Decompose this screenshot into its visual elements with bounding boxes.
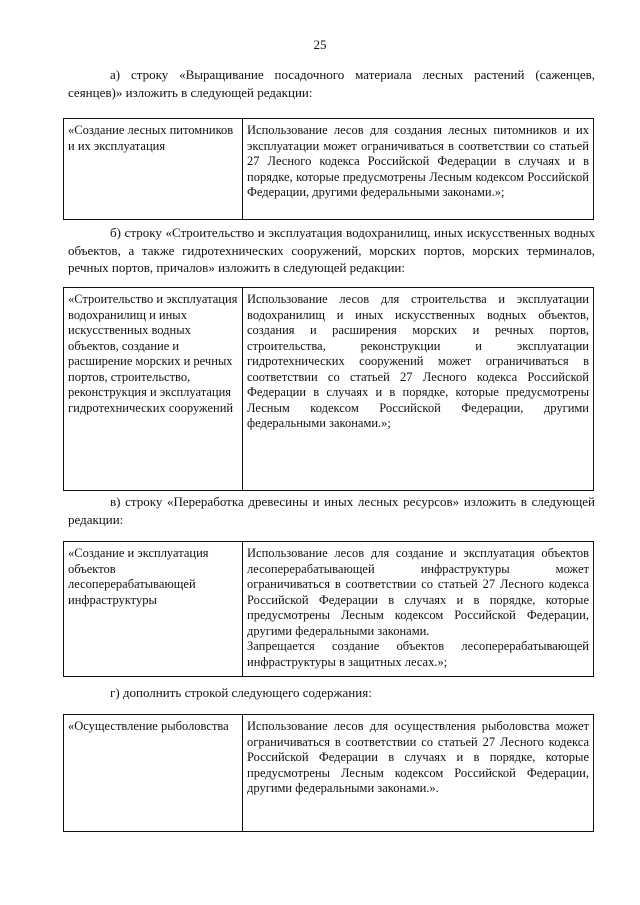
activity-name: «Создание лесных питомников и их эксплуатация <box>64 119 243 220</box>
description-paragraph: Запрещается создание объектов лесоперерабатывающей инфраструктуры в защитных лесах.»; <box>247 639 589 669</box>
description-paragraph: Использование лесов для создания лесных питомников и их эксплуатации может ограничиваться в соответствии со статьей 27 Лесного кодекса Российской Федерации в случаях и в порядке, которые предусмотрены Лесным кодексом Российской Федерации, другими федеральными законами.»; <box>247 123 589 199</box>
activity-name: «Осуществление рыболовства <box>64 715 243 832</box>
description-paragraph: Использование лесов для создание и эксплуатация объектов лесоперерабатывающей инфраструктуры может ограничиваться в соответствии со статьей 27 Лесного кодекса Российской Федерации в случаях и в порядке, которые предусмотрены Лесным кодексом Российской Федерации, другими федеральными законами. <box>247 546 589 638</box>
activity-name: «Строительство и эксплуатация водохранилищ и иных искусственных водных объектов, создание и расширение морских и речных портов, строительство, реконструкция и эксплуатация гидротехнических сооружений <box>64 288 243 491</box>
section-c-table <box>63 541 594 677</box>
table-row <box>64 119 594 220</box>
section-b-table <box>63 287 594 491</box>
table-row <box>64 542 594 677</box>
section-a-table <box>63 118 594 220</box>
activity-name: «Создание и эксплуатация объектов лесоперерабатывающей инфраструктуры <box>64 542 243 677</box>
activity-description <box>243 542 594 677</box>
description-paragraph: Использование лесов для строительства и эксплуатации водохранилищ и иных искусственных водных объектов, создания и расширения морских и речных портов, строительства, реконструкции и эксплуатации гидротехнических сооружений может ограничиваться в соответствии со статьей 27 Лесного кодекса Российской Федерации в случаях и в порядке, которые предусмотрены Лесным кодексом Российской Федерации, другими федеральными законами.»; <box>247 292 589 430</box>
activity-description <box>243 288 594 491</box>
page-number: 25 <box>313 37 327 52</box>
section-d-table <box>63 714 594 832</box>
section-c-intro: в) строку «Переработка древесины и иных лесных ресурсов» изложить в следующей редакции: <box>68 494 595 527</box>
table-row <box>64 288 594 491</box>
section-a-intro: а) строку «Выращивание посадочного материала лесных растений (саженцев, сеянцев)» изложить в следующей редакции: <box>68 67 595 100</box>
section-d-intro: г) дополнить строкой следующего содержания: <box>110 685 372 700</box>
table-row <box>64 715 594 832</box>
activity-description <box>243 119 594 220</box>
activity-description <box>243 715 594 832</box>
section-b-intro: б) строку «Строительство и эксплуатация водохранилищ, иных искусственных водных объектов, а также гидротехнических сооружений, морских портов, морских терминалов, речных портов, причалов» изложить в следующей редакции: <box>68 225 595 275</box>
description-paragraph: Использование лесов для осуществления рыболовства может ограничиваться в соответствии со статьей 27 Лесного кодекса Российской Федерации в случаях и в порядке, которые предусмотрены Лесным кодексом Российской Федерации, другими федеральными законами.». <box>247 719 589 795</box>
